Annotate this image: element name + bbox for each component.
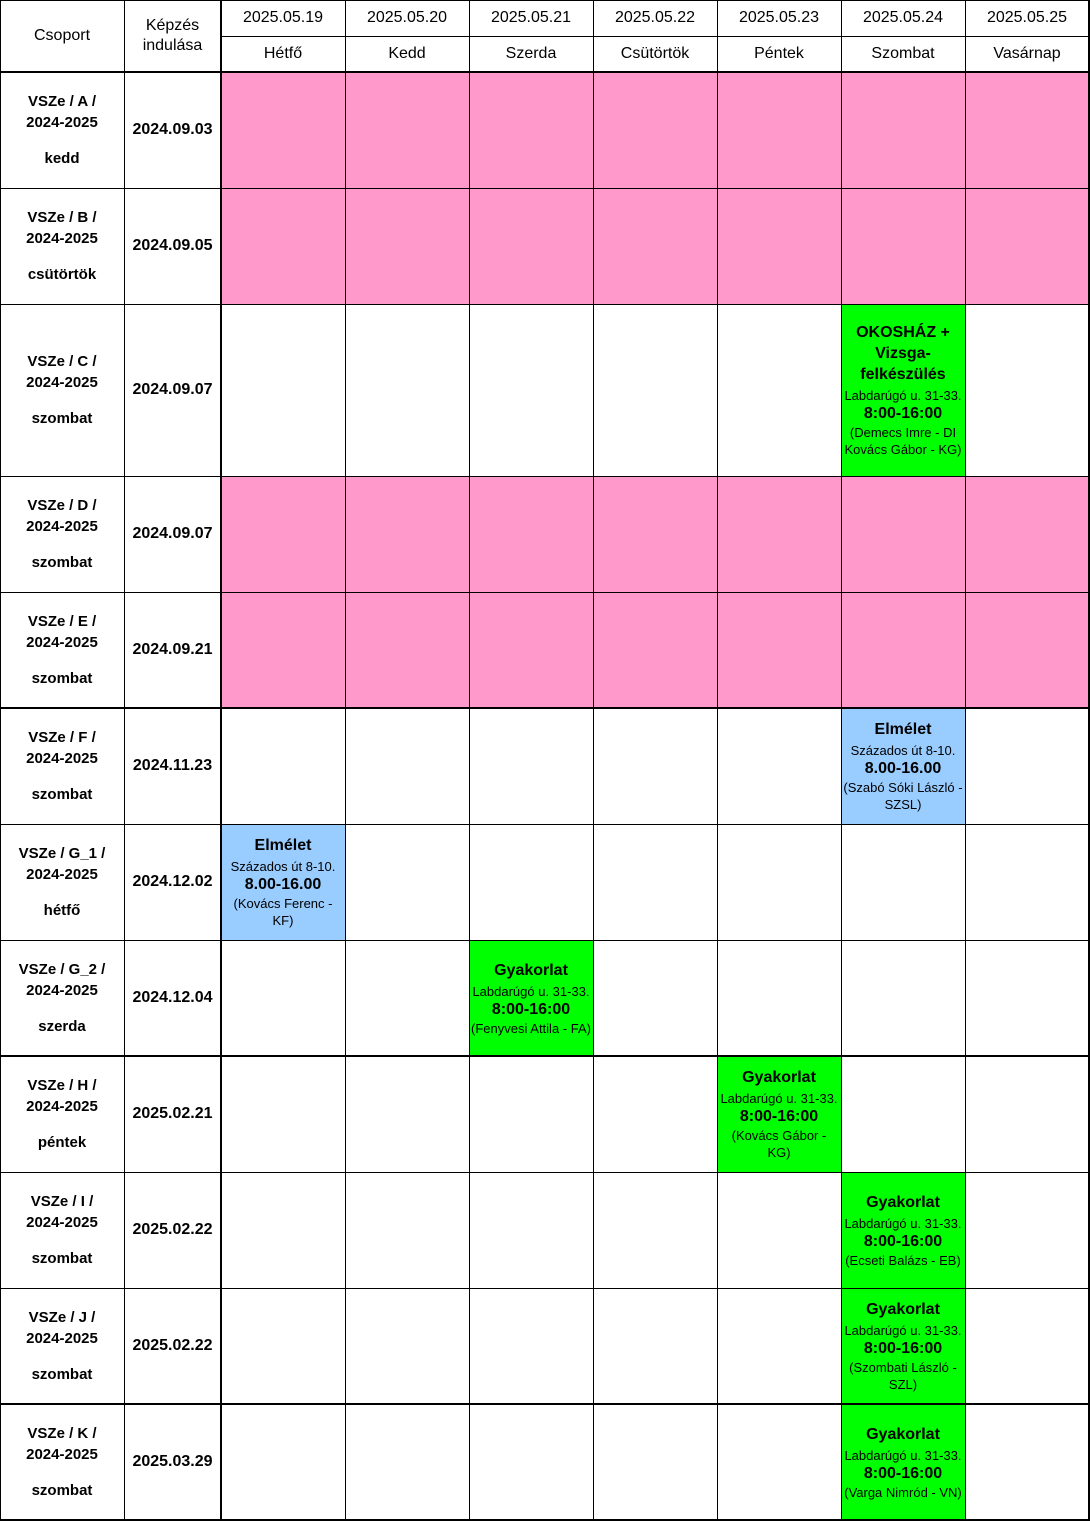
event-time: 8.00-16.00 — [244, 876, 322, 893]
group-cell — [0, 708, 124, 824]
header-date-1 — [345, 0, 469, 36]
schedule-cell — [965, 592, 1089, 708]
schedule-cell — [841, 940, 965, 1056]
group-weekday: szombat — [31, 1482, 93, 1499]
event-instructor: (Varga Nimród - VN) — [844, 1484, 962, 1500]
event-time: 8:00-16:00 — [863, 405, 943, 422]
schedule-cell — [469, 304, 593, 476]
schedule-cell — [221, 708, 345, 824]
event-cell — [841, 1172, 965, 1288]
group-name: VSZe / H / — [27, 1077, 97, 1094]
header-day-0 — [221, 36, 345, 72]
group-weekday: szombat — [31, 1366, 93, 1383]
header-day-name: Csütörtök — [620, 45, 690, 62]
schedule-cell — [469, 1172, 593, 1288]
schedule-cell — [345, 1172, 469, 1288]
group-year: 2024-2025 — [26, 1098, 98, 1115]
schedule-cell — [221, 304, 345, 476]
event-cell — [841, 708, 965, 824]
schedule-cell — [593, 1172, 717, 1288]
group-cell — [0, 824, 124, 940]
header-date-4 — [717, 0, 841, 36]
header-start-label-line2: indulása — [142, 37, 203, 54]
group-cell — [0, 72, 124, 188]
group-cell — [0, 1404, 124, 1520]
group-weekday: péntek — [37, 1134, 87, 1151]
schedule-cell — [593, 1288, 717, 1404]
start-date: 2024.12.04 — [132, 989, 213, 1006]
header-date-6 — [965, 0, 1089, 36]
start-date: 2024.11.23 — [132, 757, 213, 774]
schedule-cell — [841, 592, 965, 708]
schedule-cell — [965, 188, 1089, 304]
schedule-cell — [965, 1056, 1089, 1172]
schedule-cell — [593, 72, 717, 188]
event-instructor: (Szabó Sóki László - SZSL) — [843, 780, 963, 812]
event-title: Elmélet — [874, 721, 932, 738]
schedule-cell — [345, 188, 469, 304]
schedule-cell — [221, 940, 345, 1056]
schedule-cell — [345, 824, 469, 940]
start-date-cell — [124, 592, 221, 708]
event-title: Gyakorlat — [866, 1193, 940, 1211]
schedule-cell — [593, 1404, 717, 1520]
schedule-cell — [345, 708, 469, 824]
event-instructor: (Fenyvesi Attila - FA) — [471, 1020, 591, 1036]
header-day-6 — [965, 36, 1089, 72]
event-location: Labdarúgó u. 31-33. — [472, 983, 590, 999]
start-date-cell — [124, 304, 221, 476]
event-location: Százados út 8-10. — [230, 859, 336, 874]
schedule-cell — [469, 72, 593, 188]
start-date-cell — [124, 708, 221, 824]
group-name: VSZe / C / — [27, 353, 97, 370]
schedule-cell — [345, 1056, 469, 1172]
schedule-cell — [345, 476, 469, 592]
group-year: 2024-2025 — [26, 1214, 98, 1231]
event-time: 8.00-16.00 — [864, 760, 942, 777]
start-date: 2024.09.07 — [132, 525, 213, 542]
event-instructor: (Kovács Gábor - KG) — [731, 1128, 827, 1160]
schedule-cell — [717, 188, 841, 304]
schedule-cell — [717, 476, 841, 592]
schedule-cell — [717, 824, 841, 940]
schedule-cell — [469, 1288, 593, 1404]
event-title: Elmélet — [254, 837, 312, 854]
group-year: 2024-2025 — [26, 634, 98, 651]
group-cell — [0, 940, 124, 1056]
schedule-cell — [593, 824, 717, 940]
header-day-name: Hétfő — [263, 45, 303, 62]
start-date: 2025.03.29 — [132, 1453, 213, 1470]
event-cell — [469, 940, 593, 1056]
group-name: VSZe / F / — [28, 729, 96, 746]
start-date: 2025.02.22 — [132, 1337, 213, 1354]
group-weekday: szombat — [31, 786, 93, 803]
group-name: VSZe / I / — [30, 1193, 94, 1210]
event-cell — [841, 304, 965, 476]
schedule-cell — [841, 1056, 965, 1172]
schedule-cell — [841, 72, 965, 188]
schedule-cell — [593, 708, 717, 824]
group-weekday: szombat — [31, 670, 93, 687]
group-name: VSZe / E / — [27, 613, 97, 630]
schedule-cell — [717, 1404, 841, 1520]
schedule-cell — [965, 1288, 1089, 1404]
event-title: Gyakorlat — [742, 1069, 816, 1086]
event-time: 8:00-16:00 — [863, 1232, 943, 1250]
group-cell — [0, 1056, 124, 1172]
group-weekday: szombat — [31, 1250, 93, 1267]
schedule-cell — [345, 304, 469, 476]
header-start-cell — [124, 0, 221, 72]
group-year: 2024-2025 — [26, 114, 98, 131]
group-year: 2024-2025 — [26, 518, 98, 535]
schedule-cell — [841, 188, 965, 304]
schedule-cell — [221, 188, 345, 304]
schedule-cell — [965, 72, 1089, 188]
event-time: 8:00-16:00 — [863, 1464, 943, 1482]
group-weekday: szerda — [38, 1018, 86, 1035]
header-date-5 — [841, 0, 965, 36]
group-name: VSZe / K / — [27, 1425, 97, 1442]
header-group-cell — [0, 0, 124, 72]
header-date-0 — [221, 0, 345, 36]
event-instructor: (Szombati László - SZL) — [849, 1360, 957, 1392]
schedule-cell — [841, 824, 965, 940]
header-date: 2025.05.21 — [490, 9, 572, 26]
schedule-cell — [593, 304, 717, 476]
event-title: Gyakorlat — [866, 1301, 940, 1318]
group-weekday: hétfő — [43, 902, 81, 919]
group-weekday: csütörtök — [27, 266, 97, 283]
schedule-cell — [965, 304, 1089, 476]
group-cell — [0, 188, 124, 304]
schedule-cell — [469, 1404, 593, 1520]
group-year: 2024-2025 — [26, 982, 98, 999]
header-day-name: Kedd — [388, 45, 426, 62]
group-cell — [0, 1288, 124, 1404]
schedule-cell — [469, 476, 593, 592]
start-date: 2024.12.02 — [132, 873, 213, 890]
schedule-cell — [841, 476, 965, 592]
schedule-cell — [345, 1288, 469, 1404]
header-day-4 — [717, 36, 841, 72]
event-cell — [221, 824, 345, 940]
group-name: VSZe / G_2 / — [18, 961, 106, 978]
header-group-label: Csoport — [33, 27, 91, 44]
start-date: 2024.09.05 — [132, 237, 213, 254]
group-year: 2024-2025 — [26, 1446, 98, 1463]
schedule-cell — [221, 476, 345, 592]
header-day-1 — [345, 36, 469, 72]
schedule-cell — [469, 708, 593, 824]
schedule-cell — [965, 1404, 1089, 1520]
event-location: Labdarúgó u. 31-33. — [844, 1447, 962, 1463]
header-day-name: Szerda — [505, 45, 557, 62]
schedule-cell — [345, 592, 469, 708]
start-date-cell — [124, 1056, 221, 1172]
event-location: Labdarúgó u. 31-33. — [844, 1215, 962, 1231]
header-date: 2025.05.20 — [366, 9, 448, 26]
start-date-cell — [124, 188, 221, 304]
event-cell — [841, 1404, 965, 1520]
schedule-cell — [965, 824, 1089, 940]
schedule-cell — [717, 1288, 841, 1404]
schedule-cell — [965, 1172, 1089, 1288]
schedule-cell — [469, 592, 593, 708]
event-instructor: (Kovács Ferenc - KF) — [233, 896, 333, 928]
schedule-cell — [469, 188, 593, 304]
header-date: 2025.05.24 — [862, 9, 944, 26]
start-date: 2024.09.07 — [132, 381, 213, 398]
schedule-cell — [593, 940, 717, 1056]
start-date: 2025.02.22 — [132, 1221, 213, 1238]
event-time: 8:00-16:00 — [863, 1340, 943, 1357]
header-day-name: Szombat — [871, 45, 935, 62]
schedule-cell — [717, 72, 841, 188]
start-date-cell — [124, 1288, 221, 1404]
group-name: VSZe / B / — [27, 209, 97, 226]
schedule-cell — [469, 824, 593, 940]
schedule-cell — [593, 188, 717, 304]
header-date: 2025.05.25 — [986, 9, 1068, 26]
header-date-3 — [593, 0, 717, 36]
header-date: 2025.05.22 — [614, 9, 696, 26]
start-date: 2024.09.03 — [132, 121, 213, 138]
schedule-cell — [717, 1172, 841, 1288]
schedule-cell — [221, 1404, 345, 1520]
start-date: 2024.09.21 — [132, 641, 213, 658]
header-start-label-line1: Képzés — [145, 17, 200, 34]
event-time: 8:00-16:00 — [739, 1108, 819, 1125]
event-title: OKOSHÁZ + Vizsga-felkészülés — [856, 324, 950, 383]
event-location: Labdarúgó u. 31-33. — [720, 1091, 838, 1106]
start-date: 2025.02.21 — [132, 1105, 213, 1122]
group-name: VSZe / J / — [28, 1309, 96, 1326]
header-date-2 — [469, 0, 593, 36]
event-instructor: (Ecseti Balázs - EB) — [845, 1252, 961, 1268]
header-date: 2025.05.19 — [242, 9, 324, 26]
schedule-cell — [345, 940, 469, 1056]
start-date-cell — [124, 940, 221, 1056]
header-date: 2025.05.23 — [738, 9, 820, 26]
schedule-cell — [593, 1056, 717, 1172]
event-cell — [841, 1288, 965, 1404]
start-date-cell — [124, 824, 221, 940]
header-day-5 — [841, 36, 965, 72]
schedule-cell — [221, 1172, 345, 1288]
schedule-cell — [965, 940, 1089, 1056]
group-weekday: kedd — [44, 150, 80, 167]
event-instructor: (Demecs Imre - DI Kovács Gábor - KG) — [844, 425, 962, 457]
group-name: VSZe / A / — [27, 93, 97, 110]
schedule-cell — [221, 1056, 345, 1172]
schedule-cell — [345, 1404, 469, 1520]
start-date-cell — [124, 1172, 221, 1288]
group-name: VSZe / G_1 / — [18, 845, 106, 862]
group-cell — [0, 304, 124, 476]
header-day-name: Vasárnap — [993, 45, 1061, 62]
event-time: 8:00-16:00 — [491, 1000, 571, 1018]
start-date-cell — [124, 1404, 221, 1520]
group-year: 2024-2025 — [26, 866, 98, 883]
event-location: Labdarúgó u. 31-33. — [844, 1323, 962, 1338]
schedule-cell — [717, 708, 841, 824]
schedule-cell — [221, 1288, 345, 1404]
group-year: 2024-2025 — [26, 1330, 98, 1347]
group-year: 2024-2025 — [26, 374, 98, 391]
schedule-cell — [221, 72, 345, 188]
schedule-cell — [965, 476, 1089, 592]
schedule-cell — [717, 304, 841, 476]
header-day-2 — [469, 36, 593, 72]
event-title: Gyakorlat — [866, 1425, 940, 1443]
group-cell — [0, 592, 124, 708]
schedule-cell — [345, 72, 469, 188]
group-cell — [0, 1172, 124, 1288]
header-day-name: Péntek — [754, 45, 804, 62]
start-date-cell — [124, 476, 221, 592]
schedule-cell — [593, 592, 717, 708]
group-cell — [0, 476, 124, 592]
event-title: Gyakorlat — [494, 961, 568, 979]
start-date-cell — [124, 72, 221, 188]
group-year: 2024-2025 — [26, 750, 98, 767]
event-location: Labdarúgó u. 31-33. — [844, 388, 962, 403]
schedule-cell — [593, 476, 717, 592]
schedule-cell — [469, 1056, 593, 1172]
header-day-3 — [593, 36, 717, 72]
group-weekday: szombat — [31, 410, 93, 427]
schedule-cell — [965, 708, 1089, 824]
group-year: 2024-2025 — [26, 230, 98, 247]
schedule-cell — [221, 592, 345, 708]
group-name: VSZe / D / — [27, 497, 97, 514]
schedule-cell — [717, 592, 841, 708]
group-weekday: szombat — [31, 554, 93, 571]
schedule-cell — [717, 940, 841, 1056]
event-cell — [717, 1056, 841, 1172]
event-location: Százados út 8-10. — [850, 743, 956, 758]
